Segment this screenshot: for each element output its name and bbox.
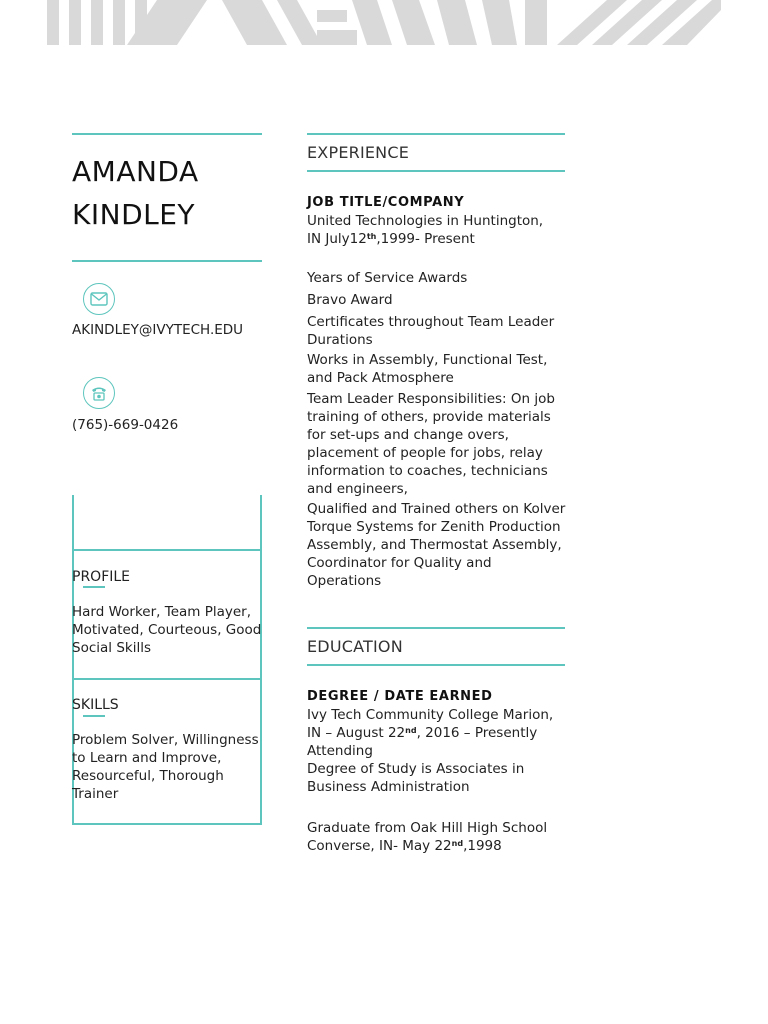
experience-top-rule: [307, 133, 565, 135]
high-school-details: [307, 819, 567, 855]
high-school-dates: [307, 837, 567, 855]
date-ordinal: th: [366, 232, 377, 241]
school-line: Ivy Tech Community College Marion,: [307, 707, 554, 723]
skills-heading: SKILLS: [72, 697, 119, 713]
hs-date-start: Converse, IN- May 22: [307, 838, 452, 854]
skills-text: Problem Solver, Willingness to Learn and Improve, Resourceful, Thorough Trainer: [72, 732, 259, 802]
education-bottom-rule: [307, 664, 565, 666]
job-title: JOB TITLE/COMPANY: [307, 195, 465, 210]
experience-item: Team Leader Responsibilities: On job training of others, provide materials for set-ups and change overs, placement of people for jobs, relay information to coaches, technicians and engineers,: [307, 391, 555, 497]
degree-study: Degree of Study is Associates in Business Administration: [307, 761, 525, 795]
envelope-icon: [83, 283, 115, 315]
school-date-start: IN – August 22: [307, 725, 406, 741]
school-status: Attending: [307, 743, 373, 759]
company-details: [307, 212, 567, 248]
profile-text: Hard Worker, Team Player, Motivated, Courteous, Good Social Skills: [72, 604, 262, 656]
skills-underline: [83, 715, 105, 717]
experience-item: Certificates throughout Team Leader Durations: [307, 314, 555, 348]
company-line: United Technologies in Huntington,: [307, 213, 544, 229]
high-school-line: Graduate from Oak Hill High School: [307, 820, 548, 836]
date-ordinal: nd: [405, 726, 417, 735]
school-date-end: , 2016 – Presently: [416, 725, 538, 741]
telephone-icon: [83, 377, 115, 409]
company-date-end: ,1999- Present: [376, 231, 475, 247]
name-first: AMANDA: [72, 155, 199, 188]
name-last: KINDLEY: [72, 198, 196, 231]
experience-item: Bravo Award: [307, 292, 393, 308]
decorative-banner: [47, 0, 721, 45]
profile-heading: PROFILE: [72, 569, 131, 585]
profile-underline: [83, 586, 105, 588]
experience-item: Works in Assembly, Functional Test, and Pack Atmosphere: [307, 352, 548, 386]
experience-bottom-rule: [307, 170, 565, 172]
box-divider-middle: [72, 678, 262, 680]
hs-date-end: ,1998: [463, 838, 502, 854]
experience-item: Qualified and Trained others on Kolver Torque Systems for Zenith Production Assembly, and Thermostat Assembly, Coordinator for Quality and Operations: [307, 501, 566, 589]
experience-item: Years of Service Awards: [307, 270, 468, 286]
name-top-rule: [72, 133, 262, 135]
phone-number: (765)-669-0426: [72, 417, 179, 433]
company-date-start: IN July12: [307, 231, 367, 247]
education-top-rule: [307, 627, 565, 629]
experience-heading: EXPERIENCE: [307, 143, 410, 162]
school-details: [307, 706, 567, 796]
school-dates: [307, 724, 567, 742]
education-heading: EDUCATION: [307, 637, 403, 656]
date-ordinal: nd: [451, 839, 464, 848]
company-dates: [307, 230, 567, 248]
candidate-name: [72, 150, 272, 236]
box-divider-top: [72, 549, 262, 551]
degree-title: DEGREE / DATE EARNED: [307, 689, 493, 704]
email-address: AKINDLEY@IVYTECH.EDU: [72, 322, 244, 338]
box-bottom-border: [72, 823, 262, 825]
name-bottom-rule: [72, 260, 262, 262]
